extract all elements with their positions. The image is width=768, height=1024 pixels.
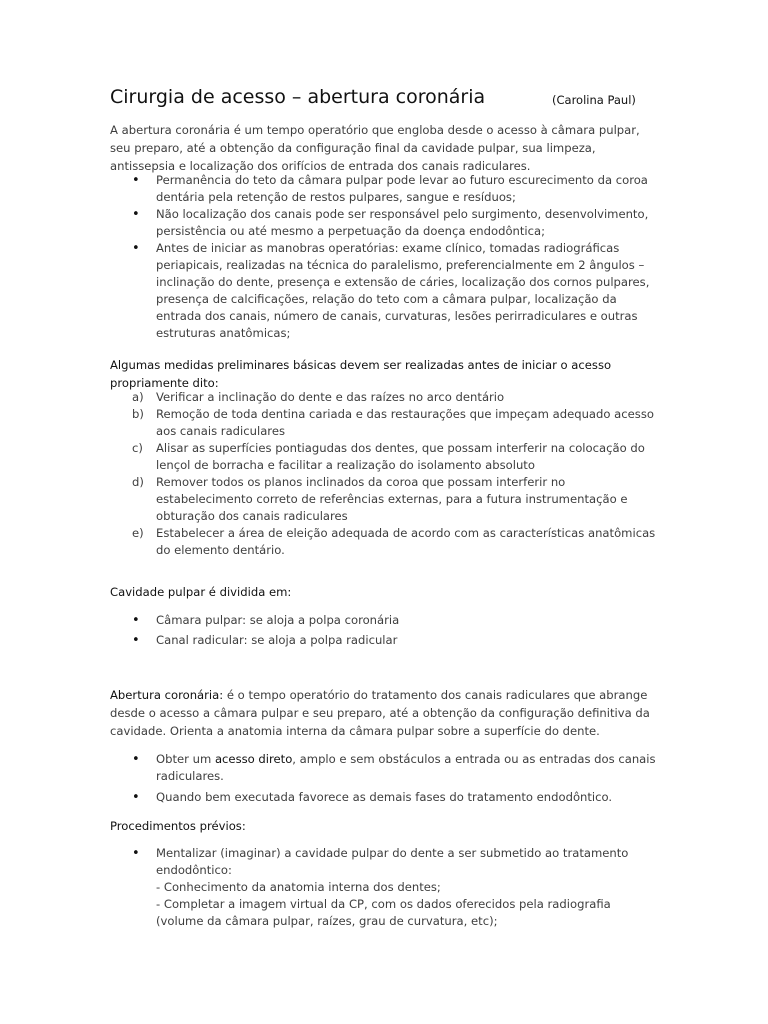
list-marker: c) xyxy=(132,441,143,455)
cavity-heading: Cavidade pulpar é dividida em: xyxy=(110,585,292,599)
procedures-list xyxy=(110,845,658,930)
intro-bullet-1: • Permanência do teto da câmara pulpar pode levar ao futuro escurecimento da coroa dentária pela retenção de restos pulpares, sangue e resíduos; xyxy=(110,172,658,206)
list-marker: a) xyxy=(132,390,144,404)
preliminary-item-a xyxy=(110,389,658,406)
cavity-item-1: • Câmara pulpar: se aloja a polpa coronária xyxy=(110,612,658,629)
intro-bullet-list xyxy=(110,172,658,342)
preliminary-item-e xyxy=(110,525,658,559)
opening-list xyxy=(110,751,658,806)
opening-label: Abertura coronária: xyxy=(110,688,224,702)
procedures-bullet-1 xyxy=(110,845,658,930)
procedures-line-1: • Mentalizar (imaginar) a cavidade pulpar do dente a ser submetido ao tratamento endodôntico: xyxy=(156,846,629,877)
opening-bullet-1 xyxy=(110,751,658,785)
intro-bullet-2: • Não localização dos canais pode ser responsável pelo surgimento, desenvolvimento, persistência ou até mesmo a perpetuação da doença endodôntica; xyxy=(110,206,658,240)
bullet-text-bold: acesso direto xyxy=(214,752,293,766)
opening-bullet-2: • Quando bem executada favorece as demais fases do tratamento endodôntico. xyxy=(110,789,658,806)
opening-paragraph xyxy=(110,686,658,740)
list-marker: b) xyxy=(132,407,144,421)
opening-text: é o tempo operatório do tratamento dos canais radiculares que abrange desde o acesso a câmara pulpar e seu preparo, até a obtenção da configuração definitiva da cavidade. Orienta a anatomia interna da câmara pulpar sobre a superfície do dente. xyxy=(110,688,650,738)
preliminary-item-d xyxy=(110,474,658,525)
list-item-text: Remover todos os planos inclinados da coroa que possam interferir no estabelecimento correto de referências externas, para a futura instrumentação e obturação dos canais radiculares xyxy=(156,475,628,523)
bullet-text-pre: Obter um xyxy=(156,752,215,766)
list-item-text: Verificar a inclinação do dente e das raízes no arco dentário xyxy=(156,390,505,404)
cavity-item-2: • Canal radicular: se aloja a polpa radicular xyxy=(110,632,658,649)
list-item-text: Remoção de toda dentina cariada e das restaurações que impeçam adequado acesso aos canais radiculares xyxy=(156,407,654,438)
page-title: Cirurgia de acesso – abertura coronária xyxy=(110,86,486,108)
procedures-heading: Procedimentos prévios: xyxy=(110,819,246,833)
bullet-text-post: , amplo e sem obstáculos a entrada ou as entradas dos canais radiculares. xyxy=(156,752,656,783)
procedures-line-2: - Conhecimento da anatomia interna dos dentes; xyxy=(156,880,441,894)
intro-bullet-3: • Antes de iniciar as manobras operatórias: exame clínico, tomadas radiográficas periapicais, realizadas na técnica do paralelismo, preferencialmente em 2 ângulos – inclinação do dente, presença e extensão de cáries, localização dos cornos pulpares, presença de calcificações, relação do teto com a câmara pulpar, localização da entrada dos canais, número de canais, curvaturas, lesões perirradiculares e outras estruturas anatômicas; xyxy=(110,240,658,342)
author-name: (Carolina Paul) xyxy=(552,93,636,107)
intro-paragraph: A abertura coronária é um tempo operatório que engloba desde o acesso à câmara pulpar, seu preparo, até a obtenção da configuração final da cavidade pulpar, sua limpeza, antissepsia e localização dos orifícios de entrada dos canais radiculares. xyxy=(110,123,640,173)
preliminary-heading: Algumas medidas preliminares básicas devem ser realizadas antes de iniciar o acesso propriamente dito: xyxy=(110,358,612,390)
list-item-text: Alisar as superfícies pontiagudas dos dentes, que possam interferir na colocação do lençol de borracha e facilitar a realização do isolamento absoluto xyxy=(156,441,645,472)
procedures-line-3: - Completar a imagem virtual da CP, com os dados oferecidos pela radiografia (volume da câmara pulpar, raízes, grau de curvatura, etc); xyxy=(156,897,611,928)
title-row xyxy=(110,86,670,116)
preliminary-list xyxy=(110,389,658,559)
preliminary-item-b xyxy=(110,406,658,440)
list-marker: d) xyxy=(132,475,144,489)
cavity-list xyxy=(110,612,658,649)
list-marker: e) xyxy=(132,526,144,540)
preliminary-item-c xyxy=(110,440,658,474)
list-item-text: Estabelecer a área de eleição adequada de acordo com as características anatômicas do elemento dentário. xyxy=(156,526,656,557)
